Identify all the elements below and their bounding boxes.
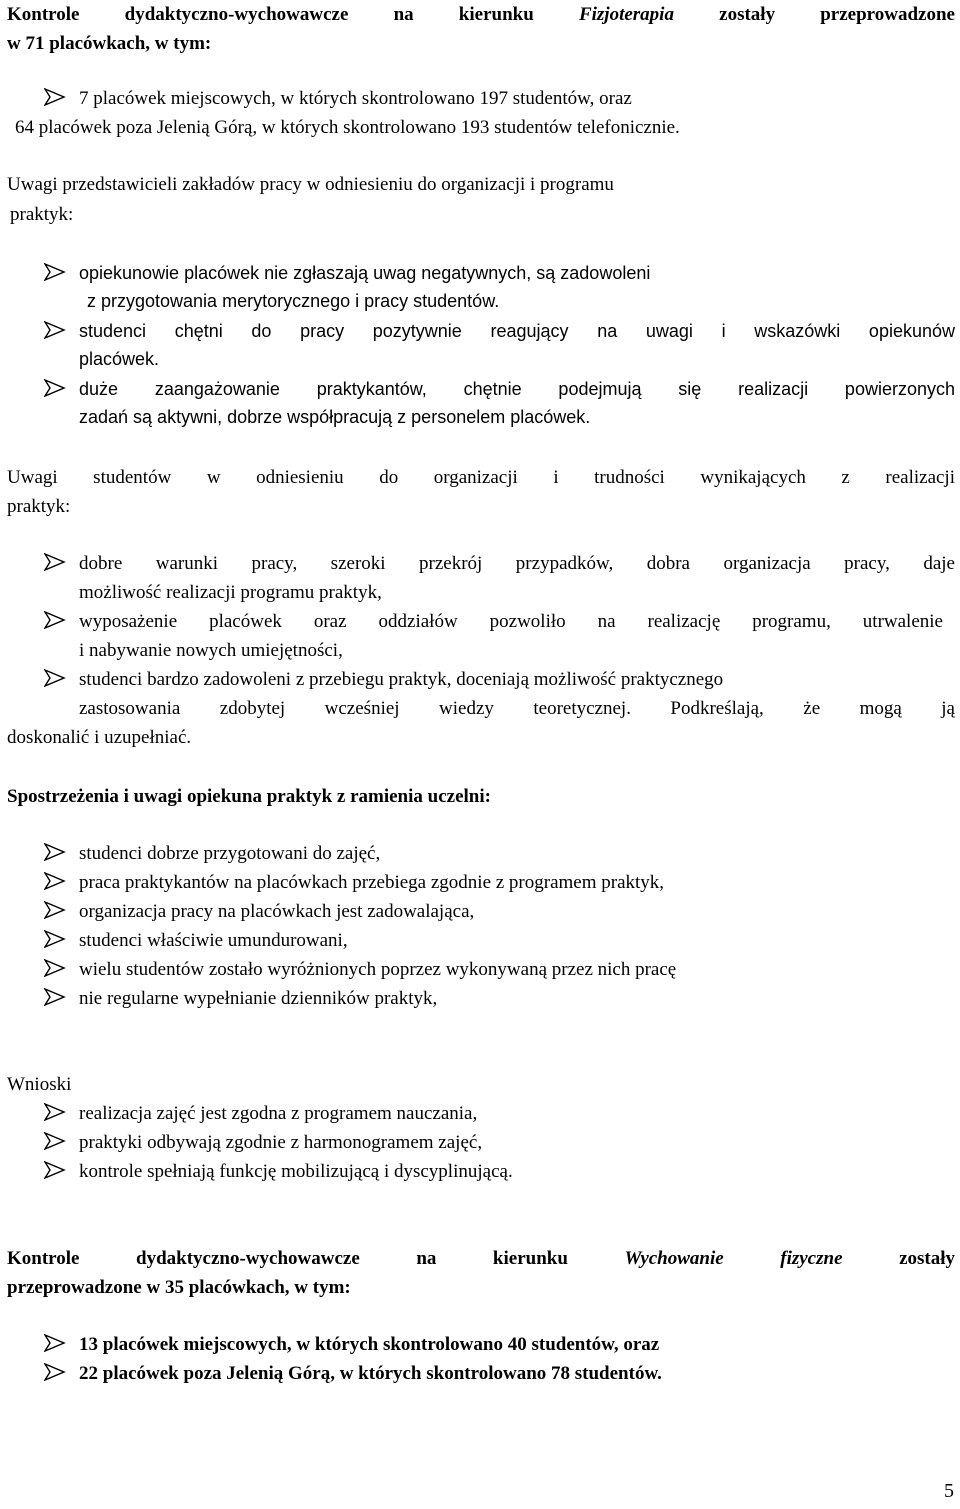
bullet-arrow-icon <box>44 611 66 629</box>
section2-item2-line1: studenci chętni do pracy pozytywnie reagujący na uwagi i wskazówki opiekunów <box>79 321 955 341</box>
section3-heading-line1: Uwagi studentów w odniesieniu do organizacji i trudności wynikających z realizacji <box>7 467 955 488</box>
bullet-arrow-icon <box>44 1132 66 1150</box>
section2-item1-line2: z przygotowania merytorycznego i pracy studentów. <box>87 291 500 311</box>
section1-bullet-line2: 64 placówek poza Jelenią Górą, w których skontrolowano 193 studentów telefonicznie. <box>15 117 680 138</box>
bullet-arrow-icon <box>44 1334 66 1352</box>
section2-item1-line1: opiekunowie placówek nie zgłaszają uwag negatywnych, są zadowoleni <box>79 263 651 283</box>
bullet-arrow-icon <box>44 901 66 919</box>
bullet-arrow-icon <box>44 379 66 397</box>
bullet-arrow-icon <box>44 1103 66 1121</box>
section5-item1: realizacja zajęć jest zgodna z programem nauczania, <box>79 1103 478 1124</box>
bullet-arrow-icon <box>44 872 66 890</box>
section4-item4: studenci właściwie umundurowani, <box>79 930 348 951</box>
bullet-arrow-icon <box>44 959 66 977</box>
bullet-arrow-icon <box>44 553 66 571</box>
section3-item3-line1: studenci bardzo zadowoleni z przebiegu praktyk, doceniają możliwość praktycznego <box>79 669 724 690</box>
bullet-arrow-icon <box>44 88 66 106</box>
section4-item2: praca praktykantów na placówkach przebiega zgodnie z programem praktyk, <box>79 872 665 893</box>
section1-heading-line2: w 71 placówkach, w tym: <box>7 33 212 54</box>
section2-item2-line2: placówek. <box>79 349 160 369</box>
section2-heading-line1: Uwagi przedstawicieli zakładów pracy w odniesieniu do organizacji i programu <box>7 174 614 195</box>
section5-heading: Wnioski <box>7 1074 72 1095</box>
section2-item3-line1: duże zaangażowanie praktykantów, chętnie podejmują się realizacji powierzonych <box>79 379 955 399</box>
section3-item3-line2: zastosowania zdobytej wcześniej wiedzy teoretycznej. Podkreślają, że mogą ją <box>79 698 955 719</box>
section3-item2-line1: wyposażenie placówek oraz oddziałów pozwoliło na realizację programu, utrwalenie <box>79 611 943 632</box>
section2-heading-line2: praktyk: <box>10 204 74 225</box>
section6-item1: 13 placówek miejscowych, w których skontrolowano 40 studentów, oraz <box>79 1334 660 1355</box>
section3-item3-line3: doskonalić i uzupełniać. <box>7 727 192 748</box>
section1-bullet-line1: 7 placówek miejscowych, w których skontrolowano 197 studentów, oraz <box>79 88 632 109</box>
bullet-arrow-icon <box>44 988 66 1006</box>
section6-item2: 22 placówek poza Jelenią Górą, w których skontrolowano 78 studentów. <box>79 1363 662 1384</box>
section2-item3-line2: zadań są aktywni, dobrze współpracują z personelem placówek. <box>79 407 591 427</box>
section5-item2: praktyki odbywają zgodnie z harmonogramem zajęć, <box>79 1132 483 1153</box>
section3-item1-line2: możliwość realizacji programu praktyk, <box>79 582 382 603</box>
bullet-arrow-icon <box>44 930 66 948</box>
section3-item1-line1: dobre warunki pracy, szeroki przekrój przypadków, dobra organizacja pracy, daje <box>79 553 955 574</box>
section4-item5: wielu studentów zostało wyróżnionych poprzez wykonywaną przez nich pracę <box>79 959 677 980</box>
section1-heading-line1: Kontrole dydaktyczno-wychowawcze na kierunku Fizjoterapia zostały przeprowadzone <box>7 4 955 25</box>
section4-item6: nie regularne wypełnianie dzienników praktyk, <box>79 988 438 1009</box>
section4-item3: organizacja pracy na placówkach jest zadowalająca, <box>79 901 475 922</box>
section6-heading-line2: przeprowadzone w 35 placówkach, w tym: <box>7 1277 351 1298</box>
document-page <box>7 0 955 1509</box>
bullet-arrow-icon <box>44 321 66 339</box>
bullet-arrow-icon <box>44 843 66 861</box>
section3-heading-line2: praktyk: <box>7 496 71 517</box>
bullet-arrow-icon <box>44 263 66 281</box>
section4-heading: Spostrzeżenia i uwagi opiekuna praktyk z ramienia uczelni: <box>7 786 491 807</box>
bullet-arrow-icon <box>44 1161 66 1179</box>
bullet-arrow-icon <box>44 669 66 687</box>
section6-heading-line1: Kontrole dydaktyczno-wychowawcze na kierunku Wychowanie fizyczne zostały <box>7 1248 955 1269</box>
bullet-arrow-icon <box>44 1363 66 1381</box>
section4-item1: studenci dobrze przygotowani do zajęć, <box>79 843 381 864</box>
page-number: 5 <box>944 1480 954 1502</box>
section5-item3: kontrole spełniają funkcję mobilizującą i dyscyplinującą. <box>79 1161 513 1182</box>
section3-item2-line2: i nabywanie nowych umiejętności, <box>79 640 343 661</box>
